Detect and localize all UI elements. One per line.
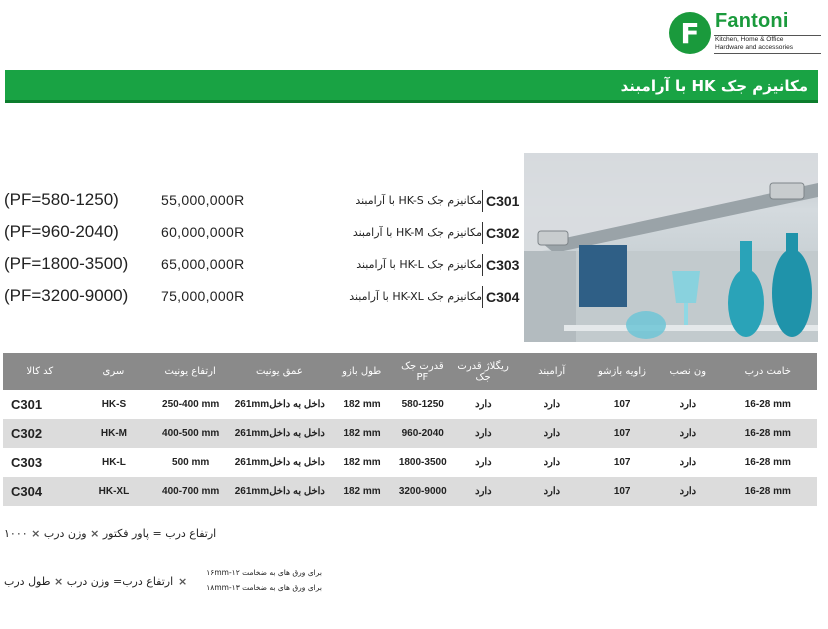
table-header <box>3 353 817 390</box>
page-title: مکانیزم جک HK با آرامبند <box>5 70 818 103</box>
formula-door-length: طول درب <box>4 575 51 588</box>
product-photo <box>524 153 818 342</box>
cell-power-adjust: دارد <box>475 399 492 410</box>
cell-opening-angle: 107 <box>613 399 631 410</box>
model-pf-range: (PF=960-2040) <box>4 222 119 241</box>
cell-product-code: C303 <box>11 455 43 470</box>
cell-series: HK-XL <box>98 486 130 497</box>
header-unit-height: ارتفاع یونیت <box>164 366 216 377</box>
header-door-thickness: خامت درب <box>744 366 791 377</box>
multiply-icon: × <box>31 527 41 540</box>
table-row <box>3 448 817 477</box>
cell-mount: دارد <box>679 486 697 497</box>
multiply-icon: × <box>54 575 64 588</box>
cell-product-code: C301 <box>11 397 43 412</box>
cell-power-factor: 960-2040 <box>401 428 444 439</box>
cell-unit-height: 400-500 mm <box>162 428 220 439</box>
model-name: مکانیزم جک HK-M با آرامبند <box>352 226 482 239</box>
cell-door-thickness: 16-28 mm <box>744 428 791 439</box>
cell-arm-length: 182 mm <box>343 399 381 410</box>
cell-unit-height: 400-700 mm <box>162 486 220 497</box>
cell-mount: دارد <box>679 457 697 468</box>
cell-arm-length: 182 mm <box>343 486 381 497</box>
formula-door-weight-height: ارتفاع درب= وزن درب <box>66 575 174 588</box>
cell-damper: دارد <box>543 457 561 468</box>
door-weight-formula <box>4 575 184 588</box>
model-row <box>0 286 828 308</box>
cell-power-factor: 3200-9000 <box>398 486 447 497</box>
cell-mount: دارد <box>679 428 697 439</box>
model-price: 65,000,000R <box>161 256 245 272</box>
model-price: 60,000,000R <box>161 224 245 240</box>
cell-series: HK-L <box>101 457 126 468</box>
model-name: مکانیزم جک HK-XL با آرامبند <box>349 290 482 303</box>
logo-tagline-line-2: Hardware and accessories <box>715 44 794 51</box>
model-pf-range: (PF=580-1250) <box>4 190 119 209</box>
cell-mount: دارد <box>679 399 697 410</box>
header-unit-depth: عمق یونیت <box>255 366 303 377</box>
multiply-icon: × <box>90 527 100 540</box>
logo-tagline <box>714 35 821 54</box>
header-arm-length: طول بازو <box>342 366 382 377</box>
cell-opening-angle: 107 <box>613 428 631 439</box>
multiply-icon: × <box>178 575 188 588</box>
header-opening-angle: زاویه بازشو <box>598 366 646 377</box>
sheet-thickness-note-2: برای ورق های به ضخامت ۱۳-۱۸mm <box>206 583 322 592</box>
model-pf-range: (PF=3200-9000) <box>4 286 129 305</box>
cell-product-code: C302 <box>11 426 43 441</box>
cell-arm-length: 182 mm <box>343 428 381 439</box>
header-damper: آرامبند <box>538 366 566 377</box>
logo-mark: F <box>669 12 711 54</box>
cell-power-adjust: دارد <box>475 428 492 439</box>
cell-unit-depth: داخل به داخل261mm <box>234 399 325 410</box>
model-name: مکانیزم جک HK-L با آرامبند <box>356 258 482 271</box>
cell-power-adjust: دارد <box>475 486 492 497</box>
cell-unit-depth: داخل به داخل261mm <box>234 457 325 468</box>
spec-table <box>3 353 817 506</box>
table-row <box>3 477 817 506</box>
cell-unit-height: 500 mm <box>172 457 210 468</box>
cell-damper: دارد <box>543 428 561 439</box>
model-price: 75,000,000R <box>161 288 245 304</box>
model-code: C302 <box>482 222 524 244</box>
table-row <box>3 419 817 448</box>
cell-damper: دارد <box>543 486 561 497</box>
formula-power-factor-text: ارتفاع درب = پاور فکتور <box>102 527 217 540</box>
fantoni-logo <box>668 10 822 56</box>
cell-power-factor: 580-1250 <box>401 399 444 410</box>
header-power-adjust: ریگلاژ قدرت جک <box>457 360 509 383</box>
cell-unit-depth: داخل به داخل261mm <box>234 428 325 439</box>
header-series: سری <box>102 366 125 377</box>
header-mount: ون نصب <box>669 366 707 377</box>
cell-door-thickness: 16-28 mm <box>744 486 791 497</box>
cell-power-adjust: دارد <box>475 457 492 468</box>
model-code: C301 <box>482 190 524 212</box>
cell-door-thickness: 16-28 mm <box>744 457 791 468</box>
cell-door-thickness: 16-28 mm <box>744 399 791 410</box>
header-product-code: کد کالا <box>26 366 54 377</box>
model-price: 55,000,000R <box>161 192 245 208</box>
table-row <box>3 390 817 419</box>
cell-unit-depth: داخل به داخل261mm <box>234 486 325 497</box>
cabinet-illustration <box>524 153 818 342</box>
cell-arm-length: 182 mm <box>343 457 381 468</box>
logo-name: Fantoni <box>715 10 789 32</box>
logo-tagline-line-1: Kitchen, Home & Office <box>715 36 784 43</box>
model-row <box>0 222 828 244</box>
cell-product-code: C304 <box>11 484 43 499</box>
cell-damper: دارد <box>543 399 561 410</box>
power-factor-formula <box>4 527 304 540</box>
model-row <box>0 254 828 276</box>
model-code: C303 <box>482 254 524 276</box>
cell-unit-height: 250-400 mm <box>162 399 220 410</box>
cell-opening-angle: 107 <box>613 457 631 468</box>
model-code: C304 <box>482 286 524 308</box>
cell-series: HK-S <box>101 399 127 410</box>
model-name: مکانیزم جک HK-S با آرامبند <box>355 194 482 207</box>
cell-power-factor: 1800-3500 <box>398 457 447 468</box>
model-row <box>0 190 828 212</box>
cell-opening-angle: 107 <box>613 486 631 497</box>
header-power-factor: قدرت جک PF <box>401 360 444 383</box>
sheet-thickness-note-1: برای ورق های به ضخامت ۱۲-۱۶mm <box>206 568 322 577</box>
cell-series: HK-M <box>100 428 127 439</box>
formula-door-weight-text: وزن درب <box>43 527 87 540</box>
model-pf-range: (PF=1800-3500) <box>4 254 129 273</box>
formula-constant: ۱۰۰۰ <box>4 527 28 540</box>
